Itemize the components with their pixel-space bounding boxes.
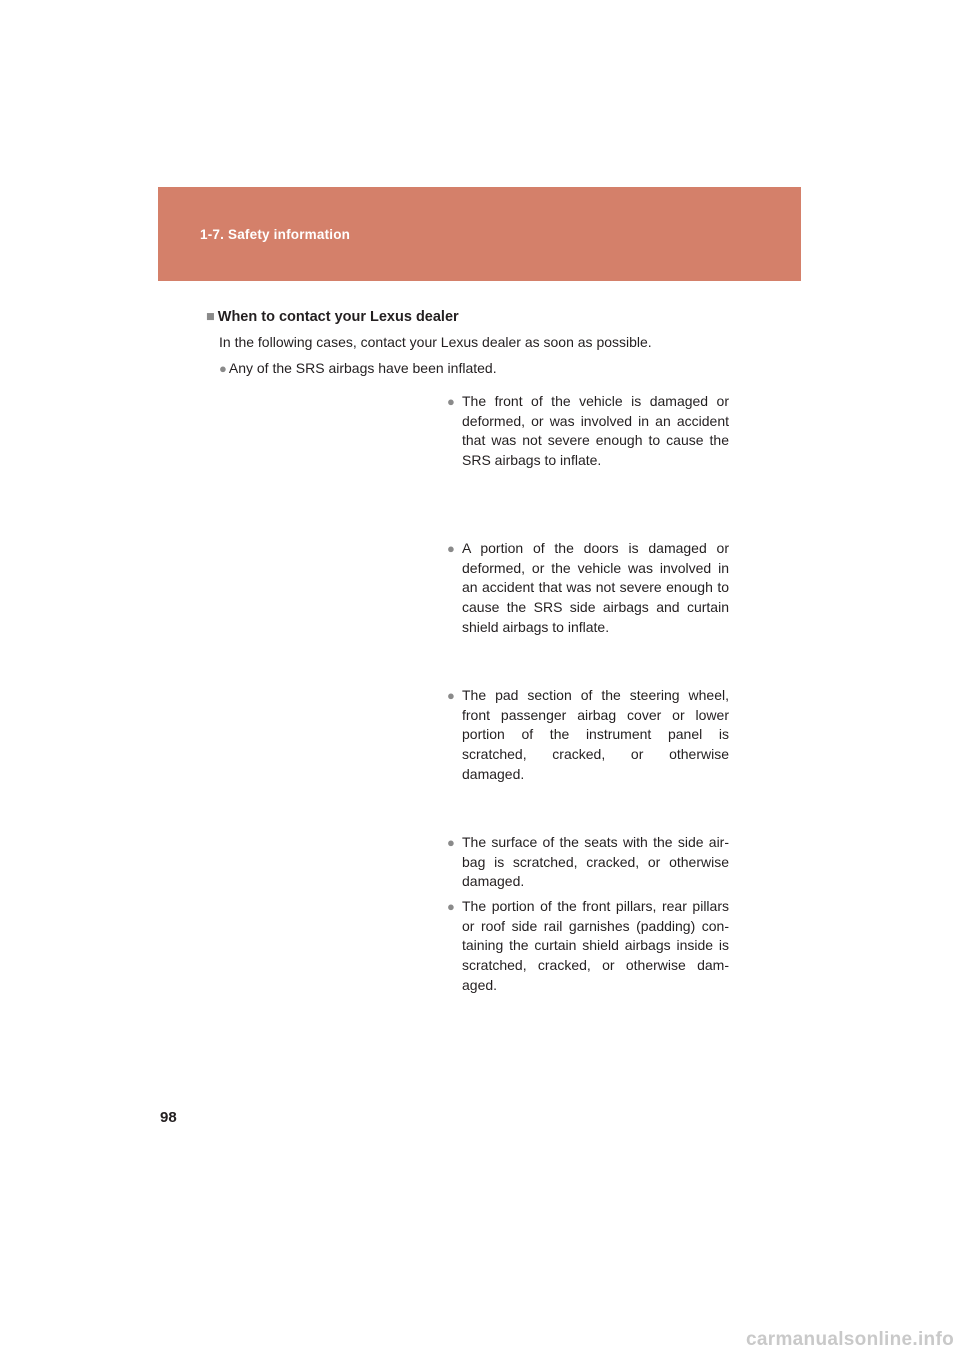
list-item-text: A portion of the doors is damaged or deformed, or the vehicle was involved in an accident that was not severe enough to cause the SRS side airbags and curtain shield airbags to inflate. — [462, 540, 729, 635]
list-item — [447, 686, 729, 785]
list-item-text: The portion of the front pillars, rear pillars or roof side rail garnishes (padding) con-taining the curtain shield airbags inside is scratched, cracked, or otherwise dam-aged. — [462, 898, 729, 993]
watermark: carmanualsonline.info — [746, 1329, 954, 1350]
circle-bullet-icon: ● — [447, 688, 455, 703]
subsection-heading — [206, 309, 459, 325]
circle-bullet-icon: ● — [219, 361, 227, 376]
circle-bullet-icon: ● — [447, 394, 455, 409]
section-title: 1-7. Safety information — [200, 227, 351, 242]
circle-bullet-icon: ● — [447, 541, 455, 556]
list-item — [447, 392, 729, 471]
list-item-text: The pad section of the steering wheel, front passenger airbag cover or lower portion of the instrument panel is scratched, cracked, or otherwise damaged. — [462, 687, 729, 782]
list-item — [447, 539, 729, 638]
list-item-text: The surface of the seats with the side air-bag is scratched, cracked, or otherwise damaged. — [462, 834, 729, 890]
circle-bullet-icon: ● — [447, 899, 455, 914]
section-header-band — [158, 187, 801, 281]
list-item — [219, 360, 497, 376]
list-item — [447, 897, 729, 996]
square-bullet-icon: ■ — [206, 309, 215, 325]
list-item-text: Any of the SRS airbags have been inflated. — [228, 360, 497, 376]
circle-bullet-icon: ● — [447, 835, 455, 850]
subsection-heading-text: When to contact your Lexus dealer — [217, 309, 459, 325]
list-item — [447, 833, 729, 892]
list-item-text: The front of the vehicle is damaged or deformed, or was involved in an accident that was not severe enough to cause the SRS airbags to inflate. — [462, 393, 729, 469]
intro-paragraph: In the following cases, contact your Lexus dealer as soon as possible. — [219, 334, 652, 350]
page-number: 98 — [160, 1109, 177, 1126]
